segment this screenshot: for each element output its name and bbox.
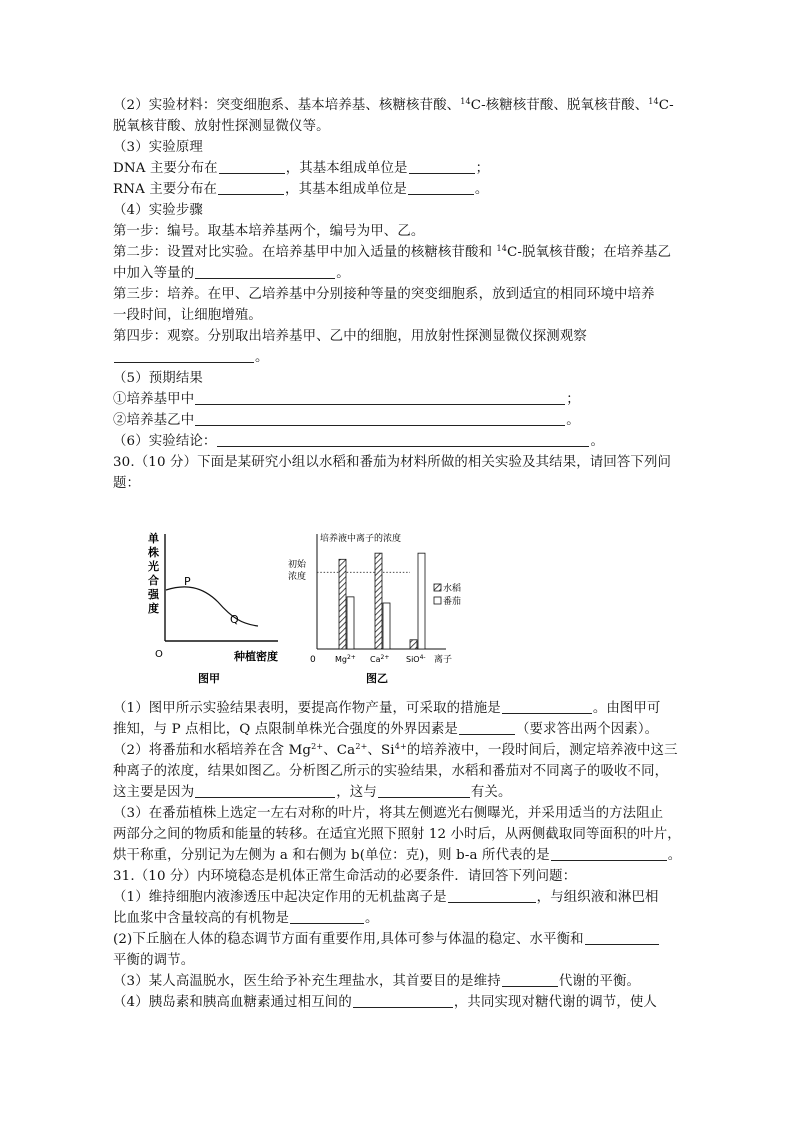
principle-dna: DNA 主要分布在 ，其基本组成单位是 ； [113,161,490,176]
fig-a-ylabel-4: 强 [148,588,159,601]
answer-blank[interactable] [448,888,536,903]
bar-tomato-1 [383,603,390,649]
legend-tomato: 番茄 [443,597,462,607]
answer-blank[interactable] [502,972,558,987]
figure-a [147,531,278,685]
legend-swatch-rice [434,584,441,591]
answer-blank[interactable] [378,783,470,798]
answer-blank[interactable] [219,159,285,174]
fig-b-caption: 图乙 [366,672,388,685]
bar-tomato-2 [418,553,425,649]
legend-rice: 水稻 [443,584,462,594]
answer-blank[interactable] [290,909,364,924]
fig-b-initial-2: 浓度 [288,572,307,582]
fig-a-point-p: P [184,575,191,588]
answer-blank[interactable] [217,432,589,447]
q30-3-line-1: （3）在番茄植株上选定一左右对称的叶片，将其左侧遮光右侧曝光，并采用适当的方法阻止 [113,806,664,821]
results-label: （5）预期结果 [113,371,203,386]
answer-blank[interactable] [353,993,453,1008]
figures [130,526,470,691]
q30-3-line-3: 烘干称重，分别记为左侧为 a 和右侧为 b(单位：克)，则 b-a 所代表的是 。 [113,848,682,863]
fig-a-ylabel-3: 合 [148,574,159,587]
fig-b-xlabel: 离子 [434,655,453,665]
step-2-line-2: 中加入等量的 。 [113,266,350,281]
step-4-line-1: 第四步：观察。分别取出培养基甲、乙中的细胞，用放射性探测显微仪探测观察 [113,329,587,344]
result-1: ①培养基甲中 ； [113,392,580,407]
q31-1-line-2: 比血浆中含量较高的有机物是 。 [113,911,379,926]
fig-a-xlabel: 种植密度 [234,650,278,663]
bar-tomato-0 [347,597,354,649]
q31-4-line-1: （4）胰岛素和胰高血糖素通过相互间的 ，共同实现对糖代谢的调节，使人 [113,995,657,1010]
q30-2-line-3: 这主要是因为 ，这与 有关。 [113,785,512,800]
fig-b-tick-ca: $Ca^{2+}$ [370,654,390,664]
answer-blank[interactable] [195,783,335,798]
answer-blank[interactable] [195,411,565,426]
q31-1-line-1: （1）维持细胞内液渗透压中起决定作用的无机盐离子是 ，与组织液和淋巴相 [113,890,659,905]
fig-a-ylabel-2: 光 [148,560,159,573]
figure-b [288,532,461,685]
fig-b-initial-1: 初始 [288,560,307,570]
step-3-line-1: 第三步：培养。在甲、乙培养基中分别接种等量的突变细胞系，放到适宜的相同环境中培养 [113,287,655,302]
principle-rna: RNA 主要分布在 ，其基本组成单位是 。 [113,182,489,197]
fig-a-curve [166,587,258,626]
fig-b-tick-mg: $Mg^{2+}$ [335,654,356,664]
fig-b-origin: 0 [310,655,316,665]
conclusion: （6）实验结论： 。 [113,434,605,449]
answer-blank[interactable] [195,390,565,405]
q31-2-line-1: (2)下丘脑在人体的稳态调节方面有重要作用,具体可参与体温的稳定、水平衡和 [113,930,660,950]
bar-rice-2 [410,640,417,649]
q30-1-line-2: 推知，与 P 点相比，Q 点限制单株光合强度的外界因素是 （要求答出两个因素）。 [113,722,659,737]
q31-2-line-2: 平衡的调节。 [113,953,195,968]
fig-b-tick-sio: SiO$^{4-}$ [406,654,426,664]
principle-label: （3）实验原理 [113,140,203,155]
q31-3: （3）某人高温脱水，医生给予补充生理盐水，其首要目的是维持 代谢的平衡。 [113,974,641,989]
fig-a-caption: 图甲 [198,672,220,685]
result-2: ②培养基乙中 。 [113,413,580,428]
q30-title-line-1: 30.（10 分）下面是某研究小组以水稻和番茄为材料所做的相关实验及其结果，请回答下列问 [113,455,672,470]
answer-blank[interactable] [459,720,515,735]
answer-blank[interactable] [408,180,474,195]
q30-title-line-2: 题： [113,476,141,491]
bar-rice-0 [339,559,346,649]
answer-blank[interactable] [218,180,284,195]
fig-b-ylabel: 培养液中离子的浓度 [320,534,402,544]
step-4-line-2: 。 [113,348,269,368]
step-1: 第一步：编号。取基本培养基两个，编号为甲、乙。 [113,224,425,239]
fig-a-ylabel-1: 株 [148,546,159,559]
fig-a-point-q: Q [230,613,239,626]
q30-3-line-2: 两部分之间的物质和能量的转移。在适宜光照下照射 12 小时后，从两侧截取同等面积的叶片， [113,827,681,842]
q30-2-line-1: （2）将番茄和水稻培养在含 $Mg^{2+}$、$Ca^{2+}$、$Si^{4+}$的培养液中，一段时间后，测定培养液中这三 [113,742,678,758]
answer-blank[interactable] [585,930,659,945]
materials-line-2: 脱氧核苷酸、放射性探测显微仪等。 [113,119,330,134]
answer-blank[interactable] [195,264,335,279]
fig-a-ylabel-0: 单 [148,532,159,545]
answer-blank[interactable] [114,348,254,363]
answer-blank[interactable] [409,159,475,174]
q30-1-line-1: （1）图甲所示实验结果表明，要提高作物产量，可采取的措施是 。由图甲可 [113,701,661,716]
fig-a-origin: O [155,649,163,660]
step-3-line-2: 一段时间，让细胞增殖。 [113,308,262,323]
q31-title: 31.（10 分）内环境稳态是机体正常生命活动的必要条件．请回答下列问题： [113,869,577,884]
answer-blank[interactable] [502,699,592,714]
fig-a-ylabel-5: 度 [148,602,159,615]
step-2-line-1: 第二步：设置对比实验。在培养基甲中加入适量的核糖核苷酸和 $^{14}$C-脱氧核苷酸；在培养基乙 [113,244,672,260]
steps-label: （4）实验步骤 [113,203,203,218]
materials-line-1: （2）实验材料：突变细胞系、基本培养基、核糖核苷酸、$^{14}$C-核糖核苷酸、脱氧核苷酸、$^{14}$C- [113,97,674,113]
bar-rice-1 [375,553,382,649]
legend-swatch-tomato [434,597,441,604]
q30-2-line-2: 种离子的浓度，结果如图乙。分析图乙所示的实验结果，水稻和番茄对不同离子的吸收不同， [113,764,669,779]
answer-blank[interactable] [551,846,667,861]
